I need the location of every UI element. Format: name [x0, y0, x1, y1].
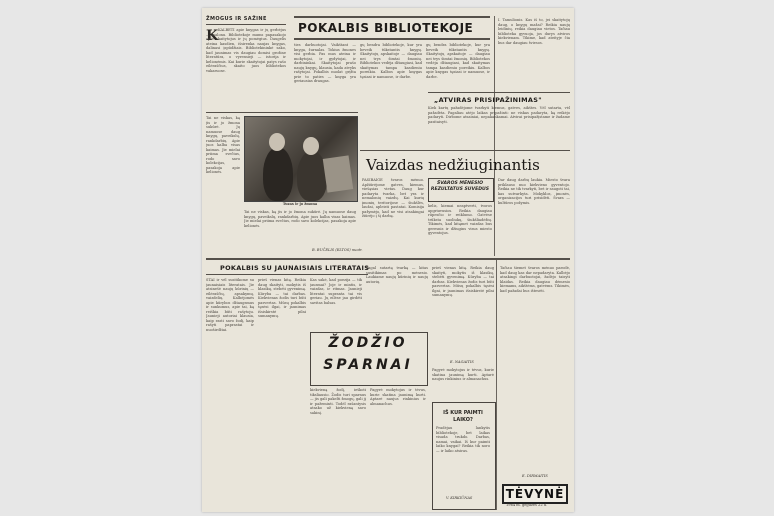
article-text-a: KALBETI apie knygas ir jų gerbėjus — malonu. Bibliotekoje mums papasakojo apie skaitytojus ir jų pomėgius. Daugelis ateina kasdien, išsirenka naujas knygas, dalinasi įspūdžiais. Bibliotekininkė sako, kad jaunimas vis daugiau domisi grožine literatūra, o vyresnieji — istorija ir kelionėmis. Kai kurie skaitytojai patys rašo eilėraščius, skaito juos bibliotekos vakaruose. — [206, 28, 286, 73]
article-text-interview-b: prieš vienas kitą. Reikia daug skaityti, mokytis iš klasikų, stebėti gyvenimą. Kūryba — tai darbas. Kiekvienas žodis turi būti pasvertas. Mūsų pokalbis tęsėsi ilgai, ir jaunimas išsiskirstė pilni sumanymų. — [258, 278, 306, 318]
section-rule — [206, 258, 570, 260]
article-text-b: ties darbuotojai. Vaikštant — knyga, žurnalas. Tokius žmones visi gerbia. Pas mus ateina ir mokytojai, ir gydytojai, ir darbininkai. Skaitytojai prašo naujų knygų, klausia, kada atvyks rašytojai. Pokalbis nuolat grįžta prie to paties — knyga yra geriausias draugas. — [294, 43, 356, 83]
photo-credit: B. BUČELIS (ELTOS) nuotr. — [312, 248, 363, 252]
article-text-right-bottom: Tačiau šiemet švaros mėnuo parodė, kad daug kas dar nepadaryta. Kalbėjo atsakingi darbuotojai, žadėjo taisyti klaidas. Reikia daugiau dėmesio kiemams, aikštėms, gatvėms. Tikimės, kad pažadai bus ištesėti. — [500, 266, 570, 293]
headline-library: POKALBIS BIBLIOTEKOJE — [298, 21, 474, 35]
article-text-interview-e: prieš vienas kitą. Reikia daug skaityti, mokytis iš klasikų, stebėti gyvenimą. Kūryba — tai darbas. Kiekvienas žodis turi būti pasvertas. Mūsų pokalbis tęsėsi ilgai, ir jaunimas išsiskirstė pilni sumanymų. — [432, 266, 494, 297]
photo-description: Tai ne viskas, ką jis ir jo žmona sukūrė. Jų namuose daug knygų, paveikslų, rankdarbių. Apie juos kalba visas kaimas. Jie mielai priima svečius, rodo savo kolekcijas, pasakoja apie kelionės. — [244, 210, 356, 228]
article-text-d: I. Tamulionis. Kas iš to, jei skaitytojų daug, o knygų mažai? Reikia naujų leidinių, reikia daugiau vietos. Tačiau biblioteka gyvuoja, jos durys atviros kiekvienam. Tikime, kad ateityje čia bus dar daugiau šviesos. — [498, 18, 570, 45]
article-text-right-mid: Dar daug darbų laukia. Miesto švara priklauso nuo kiekvieno gyventojo. Reikia ne tik tvarkyti, bet ir saugoti tai, kas sutvarkyta. Mokyklos, įmonės, organizacijos turi prisidėti. Švara — kultūros požymis. — [498, 178, 570, 205]
picture-frame — [323, 155, 353, 192]
column-divider — [496, 260, 497, 510]
headline-interview: POKALBIS SU JAUNAISIAIS LITERATAIS — [220, 264, 370, 272]
signature-nagaitis: E. NAGAITIS — [450, 360, 474, 364]
section-label-conscience: ŽMOGUS IR SAŽINE — [206, 16, 267, 22]
woman-face — [303, 137, 319, 155]
headline-time-1: IŠ KUR PAIMTI — [443, 410, 483, 416]
headline-rule-bottom — [294, 38, 490, 40]
newspaper-logo: TĖVYNĖ — [502, 484, 568, 504]
signature-dirmaitis: E. DIRMAITIS — [522, 474, 548, 478]
article-text-interview-a: ŠTAI ir vėl susitikome su jaunaisiais literatais. Jie atsinešė naujų kūrinių — eilėraščių, apsakymų, vaizdelių. Kalbėjomės apie kūrybos džiaugsmus ir sunkumus, apie tai, ką reiškia būti rašytoju. Jaunieji autoriai klausia, kaip rasti savo žodį, kaip rašyti paprastai ir nuoširdžiai. — [206, 278, 254, 332]
headline-time-2: LAIKO? — [453, 417, 473, 423]
headline-admission: „ATVIRAS PRISIPAŽINIMAS" — [434, 96, 542, 104]
article-text-zodzio-b: Pagyrė mokytojus ir tėvus, kurie skatina jaunimą kurti. Aptarė naujus rinkinius ir almanachus. — [370, 388, 426, 406]
divider — [206, 24, 286, 25]
article-text-vaizdas-a: PASIBAIGĖ švaros mėnuo. Apžiūrėjome gatves, kiemus, viešąsias vietas. Daug kur padaryta tvarka, bet yra ir nemalonių vaizdų. Kai kurių įmonių teritorijose — šiukšlės, laužai, apleisti pastatai. Komisija pažymėjo, kad ne visi atsakingai žiūrėjo į šį darbą. — [362, 178, 424, 218]
man-figure — [263, 147, 293, 201]
article-text-c2: gų bendra bibliotekoje, kur yra beveik tūkstantis knygų. Skaitytojų apskaitoje — daugiau nei trys šimtai žmonių. Bibliotekos vedėja džiaugiasi, kad skaitymas tampa kasdieniu poreikiu. Kalbos apie knygas tęsiasi ir namuose, ir darbe. — [426, 43, 490, 79]
article-text-between: Pagyrė mokytojus ir tėvus, kurie skatina jaunimą kurti. Aptarė naujus rinkinius ir almanachus. — [432, 368, 494, 381]
couple-photo — [244, 116, 358, 202]
article-text-zodzio-a: kiekvieną žodį, ieškoti tiksliausio. Žodis turi sparnus — jis gali pakelti žmogų, gali jį ir pažeminti. Todėl rašantysis atsako už kiekvieną savo sakinį. — [310, 388, 366, 415]
issue-date: 1964 m. gegužės 22 d. — [506, 503, 548, 507]
headline-vaizdas: Vaizdas nedžiuginantis — [366, 156, 540, 174]
divider — [206, 112, 358, 113]
headline-zodzio-2: SPARNAI — [323, 357, 413, 373]
headline-zodzio-1: ŽODŽIO — [328, 335, 408, 351]
divider — [360, 150, 570, 151]
article-text-interview-c: Kas sakė, kad poezija — tik jausmai? Joje ir mintis, ir vaizdas, ir ritmas. Jaunieji literatai supranta tai vis geriau. Jų eilėse jau girdėti savitas balsas. — [310, 278, 362, 305]
newspaper-page — [202, 8, 574, 512]
divider — [206, 274, 368, 275]
headline-rule-top — [294, 16, 490, 18]
article-text-interview-d: Pagal sutartą tvarką — kitas susitikimas po mėnesio. Laukiame naujų kūrinių ir naujų autorių. — [366, 266, 428, 284]
article-text-vaizdas-b: kelis, kiemai neaptverti, tvoros apgriuvusios. Reikia daugiau rūpesčio ir reiklumo. Gatvėse trūksta suoliukų, šiukšliadėžių. Tikimės, kad kitąmet vaizdas bus geresnis ir džiugins visus miesto gyventojus. — [428, 204, 492, 235]
article-text-admission: Kiek kartų pažadėjome tvarkyti kiemus, gatves, aikštes. Vėl sutarta, vėl pažadėta. Pagaliau atėjo laikas pripažinti: ne viskas padaryta, ką reikėjo padaryti. Dirbome atsainiai, nepakankamai. Atvirai prisipažįstame ir žadame pasitaisyti. — [428, 106, 570, 124]
divider — [428, 92, 570, 93]
photo-caption: Tuzas ir jo žmona — [282, 202, 318, 206]
signature-kirkiunas: V. KIRKIŪNAS — [446, 496, 473, 500]
article-text-photo: Tai ne viskas, ką jis ir jo žmona sukūrė. Jų namuose daug knygų, paveikslų, rankdarbių. Apie juos kalba visas kaimas. Jie mielai priima svečius, rodo savo kolekcijas, pasakoja apie kelionės. — [206, 116, 240, 174]
article-text-c: gų bendra bibliotekoje, kur yra beveik tūkstantis knygų. Skaitytojų apskaitoje — daugiau nei trys šimtai žmonių. Bibliotekos vedėja džiaugiasi, kad skaitymas tampa kasdieniu poreikiu. Kalbos apie knygas tęsiasi ir namuose, ir darbe. — [360, 43, 422, 79]
subheading-results: ŠVAROS MĖNESIO REZULTATUS SUVEDUS — [430, 181, 490, 192]
man-face — [269, 133, 285, 151]
dropcap: K — [206, 28, 219, 44]
article-text-time: Pradėjau lankytis bibliotekoje, bet laikas visada trukdo. Darbas, namai, vaikai. Iš kur paimti laiko knygai? Reikia tik noro — ir laiko atsiras. — [436, 426, 490, 453]
